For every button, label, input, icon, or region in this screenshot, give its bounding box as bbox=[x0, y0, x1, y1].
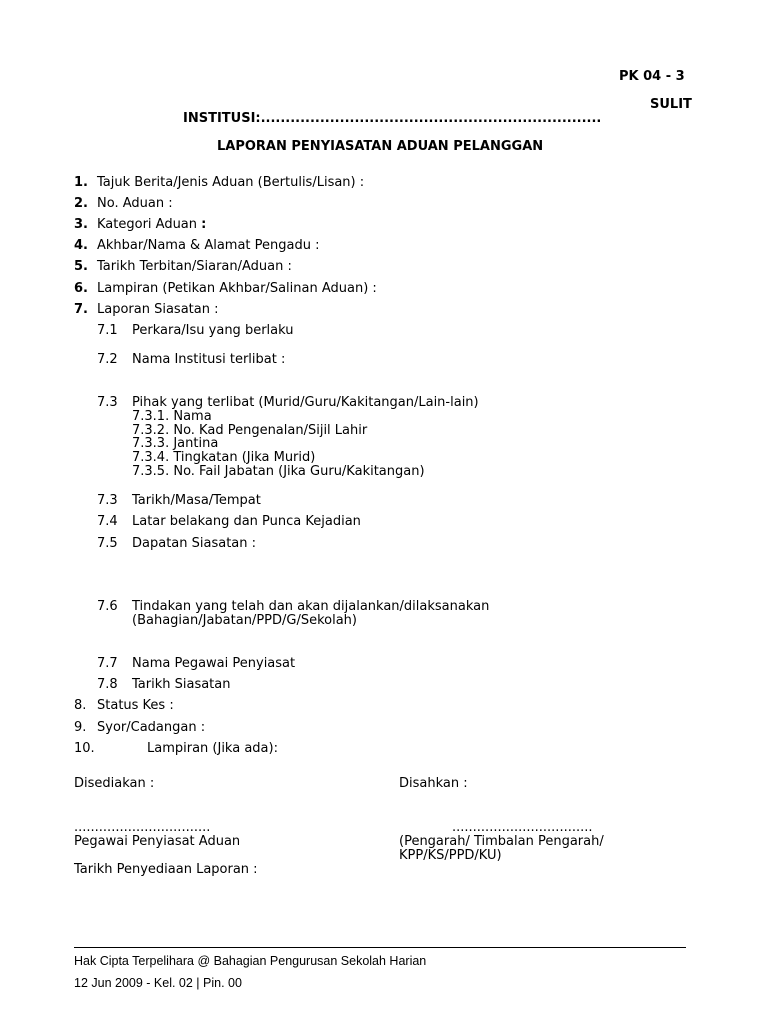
prepared-by-role: Pegawai Penyiasat Aduan bbox=[74, 834, 241, 849]
subitem-number: 7.8 bbox=[97, 677, 118, 692]
subitem-label: Pihak yang terlibat (Murid/Guru/Kakitangan/Lain-lain) bbox=[132, 395, 479, 410]
subitem-number: 7.3 bbox=[97, 493, 118, 508]
document-code: PK 04 - 3 bbox=[619, 69, 685, 84]
subitem-child: 7.3.4. Tingkatan (Jika Murid) bbox=[132, 450, 316, 465]
item-number: 5. bbox=[74, 259, 88, 274]
subitem-label: Tarikh Siasatan bbox=[132, 677, 231, 692]
item-label: Tarikh Terbitan/Siaran/Aduan : bbox=[97, 259, 292, 274]
item-number: 4. bbox=[74, 238, 88, 253]
subitem-label: Nama Pegawai Penyiasat bbox=[132, 656, 296, 671]
institution-dots: ..................................................................... bbox=[260, 111, 602, 126]
subitem-child: 7.3.2. No. Kad Pengenalan/Sijil Lahir bbox=[132, 423, 368, 438]
item-label: Syor/Cadangan : bbox=[97, 720, 206, 735]
item-number: 2. bbox=[74, 196, 88, 211]
subitem-label: Perkara/Isu yang berlaku bbox=[132, 323, 294, 338]
subitem-number: 7.4 bbox=[97, 514, 118, 529]
footer-copyright: Hak Cipta Terpelihara @ Bahagian Pengurusan Sekolah Harian bbox=[74, 954, 427, 968]
subitem-number: 7.1 bbox=[97, 323, 118, 338]
item-label: Akhbar/Nama & Alamat Pengadu : bbox=[97, 238, 320, 253]
item-label: Tajuk Berita/Jenis Aduan (Bertulis/Lisan) : bbox=[97, 175, 365, 190]
item-number: 9. bbox=[74, 720, 87, 735]
item-label: Lampiran (Jika ada): bbox=[147, 741, 278, 756]
item-label: No. Aduan : bbox=[97, 196, 173, 211]
institution-line bbox=[183, 112, 601, 125]
subitem-label: Dapatan Siasatan : bbox=[132, 536, 257, 551]
classification-label: SULIT bbox=[650, 97, 692, 112]
subitem-number: 7.2 bbox=[97, 352, 118, 367]
report-date-label: Tarikh Penyediaan Laporan : bbox=[74, 862, 258, 877]
subitem-child: 7.3.3. Jantina bbox=[132, 436, 219, 451]
item-number: 10. bbox=[74, 741, 95, 756]
subitem-label-continued: (Bahagian/Jabatan/PPD/G/Sekolah) bbox=[132, 613, 357, 628]
approved-by-role-continued: KPP/KS/PPD/KU) bbox=[399, 848, 502, 863]
subitem-number: 7.5 bbox=[97, 536, 118, 551]
approved-by-role: (Pengarah/ Timbalan Pengarah/ bbox=[399, 834, 604, 849]
subitem-number: 7.7 bbox=[97, 656, 118, 671]
prepared-signature-line: ................................. bbox=[74, 820, 211, 835]
approved-by-label: Disahkan : bbox=[399, 776, 468, 791]
subitem-label: Tarikh/Masa/Tempat bbox=[132, 493, 261, 508]
footer-revision: 12 Jun 2009 - Kel. 02 | Pin. 00 bbox=[74, 976, 242, 990]
footer-divider bbox=[74, 947, 686, 948]
item-number: 3. bbox=[74, 217, 88, 232]
item-label: Status Kes : bbox=[97, 698, 174, 713]
subitem-label: Tindakan yang telah dan akan dijalankan/dilaksanakan bbox=[132, 599, 490, 614]
item-number: 7. bbox=[74, 302, 88, 317]
item-label: Laporan Siasatan : bbox=[97, 302, 219, 317]
subitem-number: 7.6 bbox=[97, 599, 118, 614]
subitem-number: 7.3 bbox=[97, 395, 118, 410]
institution-label: INSTITUSI: bbox=[183, 111, 261, 126]
subitem-child: 7.3.5. No. Fail Jabatan (Jika Guru/Kakitangan) bbox=[132, 464, 425, 479]
item-number: 1. bbox=[74, 175, 88, 190]
item-number: 8. bbox=[74, 698, 87, 713]
subitem-label: Latar belakang dan Punca Kejadian bbox=[132, 514, 361, 529]
document-title: LAPORAN PENYIASATAN ADUAN PELANGGAN bbox=[217, 139, 544, 154]
subitem-label: Nama Institusi terlibat : bbox=[132, 352, 286, 367]
prepared-by-label: Disediakan : bbox=[74, 776, 155, 791]
item-label: Kategori Aduan : bbox=[97, 217, 207, 232]
subitem-child: 7.3.1. Nama bbox=[132, 409, 212, 424]
item-label: Lampiran (Petikan Akhbar/Salinan Aduan) : bbox=[97, 281, 377, 296]
item-number: 6. bbox=[74, 281, 88, 296]
approved-signature-line: .................................. bbox=[452, 820, 593, 835]
